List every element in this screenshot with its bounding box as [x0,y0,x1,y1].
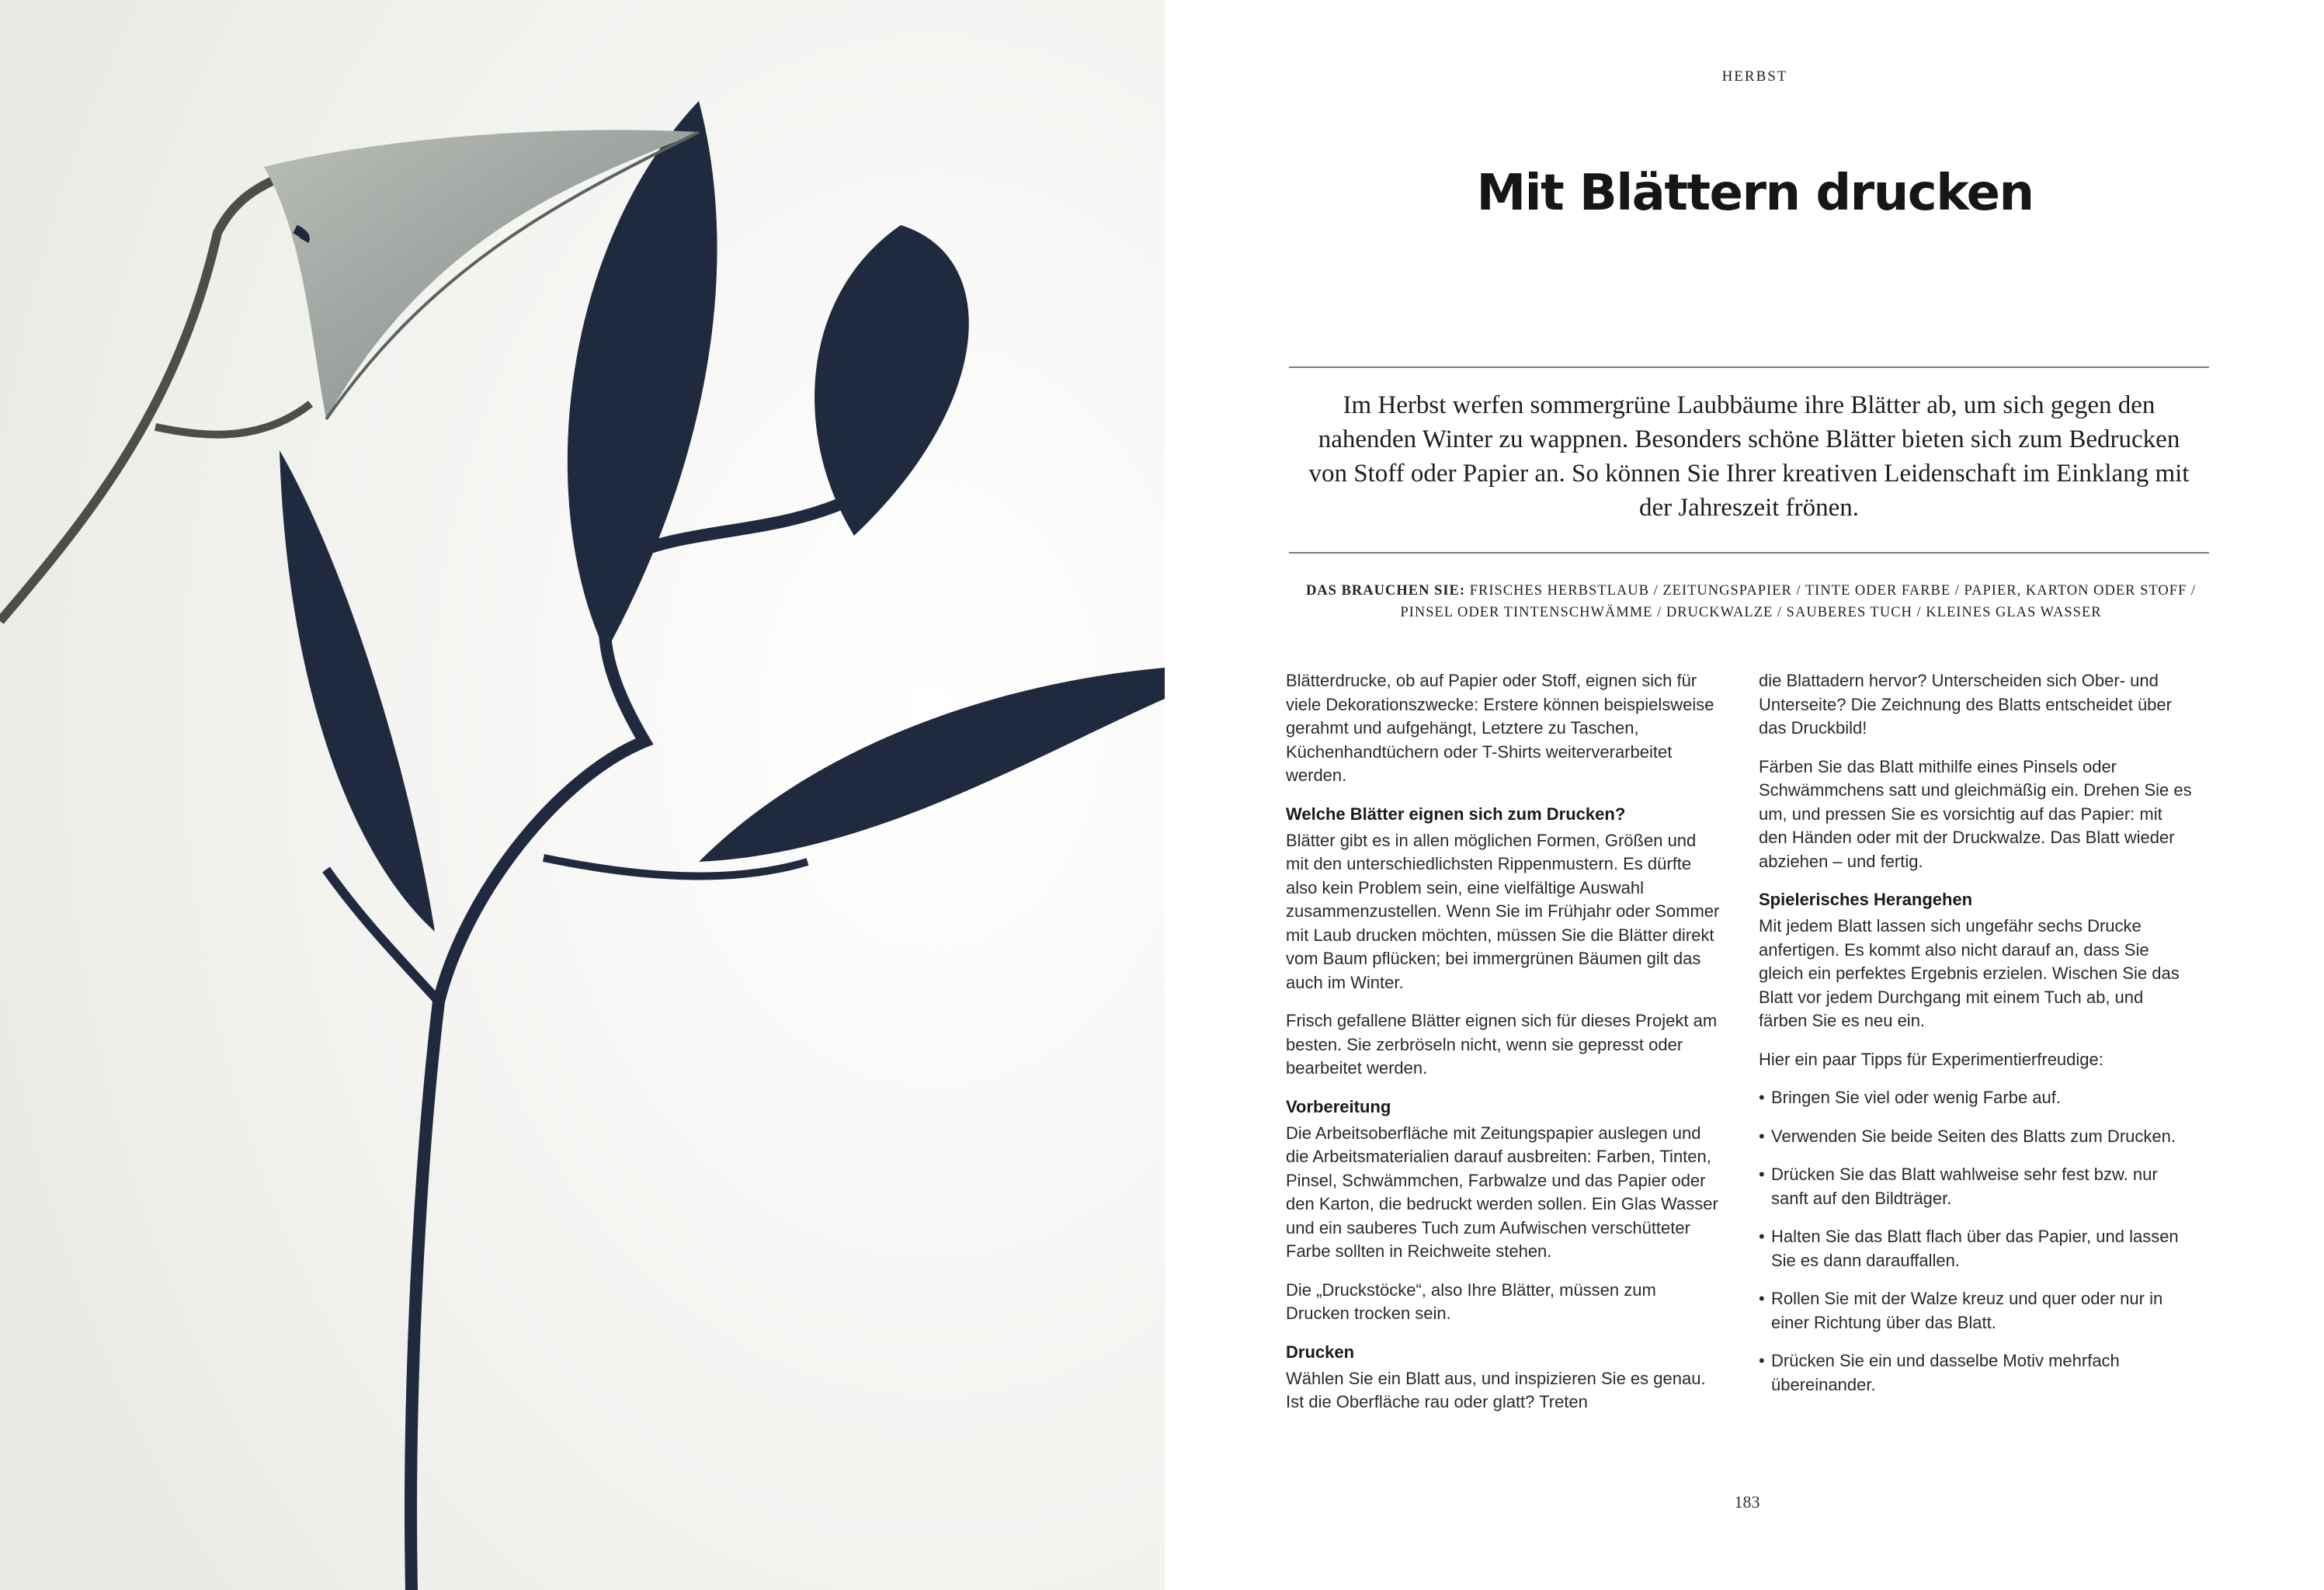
materials-lead: DAS BRAUCHEN SIE: [1305,583,1466,599]
page-title: Mit Blättern drucken [1476,165,2034,222]
list-item: • Bringen Sie viel oder wenig Farbe auf. [1759,1086,2194,1110]
subheading: Welche Blätter eignen sich zum Drucken? [1286,804,1626,824]
list-item: • Halten Sie das Blatt flach über das Papier, und lassen Sie es dann darauffallen. [1759,1227,2179,1270]
list-item: • Verwenden Sie beide Seiten des Blatts zum Drucken. [1759,1125,2194,1149]
top-rule [1289,366,2209,368]
paragraph: Wählen Sie ein Blatt aus, und inspizieren Sie es genau. Ist die Oberfläche rau oder glatt? Treten [1286,1368,1706,1411]
intro-text: Im Herbst werfen sommergrüne Laubbäume ihre Blätter ab, um sich gegen den nahenden Winter zu wappnen. Besonders schöne Blätter bieten sich zum Bedrucken von Stoff oder Papier an. So können Sie Ihrer kreativen Leidenschaft im Einklang mit der Jahreszeit frönen. [1308,391,2190,522]
section-label: HERBST [1721,68,1788,85]
materials-items: FRISCHES HERBSTLAUB / ZEITUNGSPAPIER / TINTE ODER FARBE / PAPIER, KARTON ODER STOFF / PINSEL ODER TINTENSCHWÄMME / DRUCKWALZE / SAUBERES TUCH / KLEINES GLAS WASSER [1400,583,2197,620]
list-item: • Rollen Sie mit der Walze kreuz und quer oder nur in einer Richtung über das Blatt. [1759,1289,2163,1332]
paragraph: Die Arbeitsoberfläche mit Zeitungspapier auslegen und die Arbeitsmaterialien darauf ausbreiten: Farben, Tinten, Pinsel, Schwämmchen, Farbwalze und das Papier oder den Karton, die bedruckt werden sollen. Ein Glas Wasser und ein sauberes Tuch zum Aufwischen verschütteter Farbe sollten in Reichweite stehen. [1286,1123,1718,1261]
bullet-icon: • [1759,1165,1765,1184]
page-number: 183 [1734,1492,1760,1512]
bullet-icon: • [1759,1088,1765,1107]
bullet-icon: • [1759,1289,1765,1308]
tips-list [1759,1086,2194,1397]
materials-list [1289,580,2213,623]
list-item: • Drücken Sie das Blatt wahlweise sehr fest bzw. nur sanft auf den Bildträger. [1759,1165,2158,1208]
left-column [1286,669,1721,1429]
bullet-icon: • [1759,1351,1765,1370]
subheading: Drucken [1286,1342,1355,1362]
bottom-rule [1289,552,2209,554]
paragraph: Die „Druckstöcke“, also Ihre Blätter, müssen zum Drucken trocken sein. [1286,1279,1656,1323]
bullet-icon: • [1759,1126,1765,1146]
paragraph: Mit jedem Blatt lassen sich ungefähr sechs Drucke anfertigen. Es kommt also nicht darauf an, dass Sie gleich ein perfektes Ergebnis erzielen. Wischen Sie das Blatt vor jedem Durchgang mit einem Tuch ab, und färben Sie es neu ein. [1759,916,2180,1030]
bullet-icon: • [1759,1227,1765,1246]
list-item: • Drücken Sie ein und dasselbe Motiv mehrfach übereinander. [1759,1351,2120,1394]
right-column [1759,669,2194,1411]
paragraph: Blätterdrucke, ob auf Papier oder Stoff, eignen sich für viele Dekorationszwecke: Erstere können beispielsweise gerahmt und aufgehängt, Letztere zu Taschen, Küchenhandtüchern oder T-Shirts weiterverarbeitet werden. [1286,671,1714,785]
subheading: Vorbereitung [1286,1096,1391,1116]
paragraph: Hier ein paar Tipps für Experimentierfreudige: [1759,1049,2103,1069]
paragraph: die Blattadern hervor? Unterscheiden sich Ober- und Unterseite? Die Zeichnung des Blatts entscheidet über das Druckbild! [1759,671,2172,738]
paragraph: Frisch gefallene Blätter eignen sich für dieses Projekt am besten. Sie zerbröseln nicht, wenn sie gepresst oder bearbeitet werden. [1286,1011,1718,1078]
subheading: Spielerisches Herangehen [1759,890,1973,909]
paragraph: Blätter gibt es in allen möglichen Formen, Größen und mit den unterschiedlichsten Rippenmustern. Es dürfte also kein Problem sein, eine vielfältige Auswahl zusammenzustellen. Wenn Sie im Frühjahr oder Sommer mit Laub drucken möchten, müssen Sie die Blätter direkt vom Baum pflücken; bei immergrünen Bäumen gilt das auch im Winter. [1286,830,1720,992]
paragraph: Färben Sie das Blatt mithilfe eines Pinsels oder Schwämmchens satt und gleichmäßig ein. Drehen Sie es um, und pressen Sie es vorsichtig auf das Papier: mit den Händen oder mit der Druckwalze. Das Blatt wieder abziehen – und fertig. [1759,756,2192,871]
text-page [1165,0,2324,1590]
